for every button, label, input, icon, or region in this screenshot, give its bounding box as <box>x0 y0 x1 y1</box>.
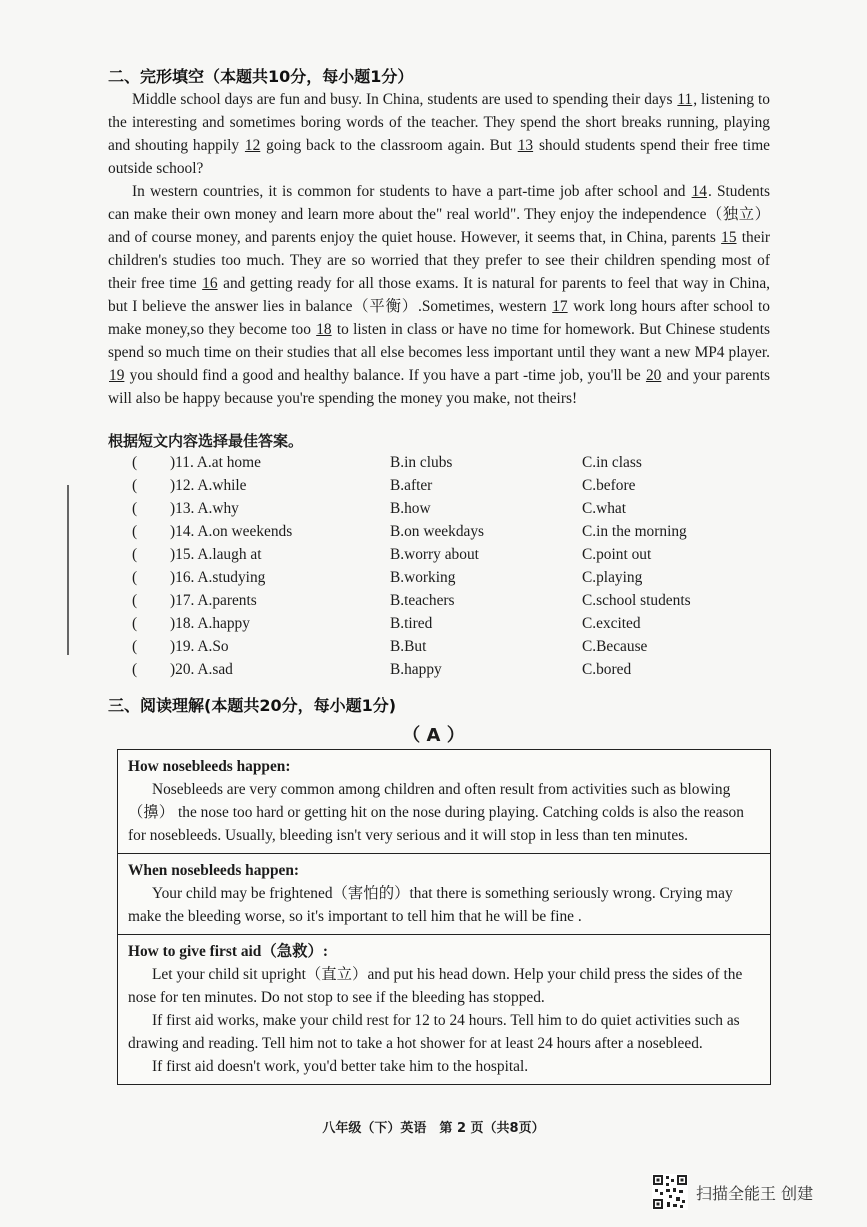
box-paragraph: Let your child sit upright（直立）and put his head down. Help your child press the sides of the nose for ten minutes. Do not stop to see if the bleeding has stopped. <box>128 966 743 1006</box>
option-row-15: ( )15. A.laugh at B.worry about C.point out <box>132 546 652 563</box>
blank-16: 16 <box>202 275 218 292</box>
box-paragraph: If first aid works, make your child rest for 12 to 24 hours. Tell him to do quiet activities such as drawing and reading. Tell him not to take a hot shower for at least 24 hours after a nosebleed. <box>128 1012 740 1052</box>
option-row-19: ( )19. A.So B.But C.Because <box>132 638 648 655</box>
blank-17: 17 <box>552 298 568 315</box>
cloze-paragraph-2: In western countries, it is common for students to have a part-time job after school and 14. Students can make their own money and learn more about the" real world". They enjoy the independence（独立）and of course money, and parents enjoy the quiet house. However, it seems that, in China, parents 15 their children's studies too much. They are so worried that they prefer to see their children spending most of their free time 16 and getting ready for all those exams. It is natural for parents to feel that way in China, but I believe the answer lies in balance（平衡）.Sometimes, western 17 work long hours after school to make money,so they become too 18 to listen in class or have no time for homework. But Chinese students spend so much time on their studies that all else becomes less important until they want a new MP4 player. 19 you should find a good and healthy balance. If you have a part -time job, you'll be 20 and your parents will also be happy because you're spending the money you make, not theirs! <box>108 183 770 407</box>
page-footer: 八年级（下）英语 第 2 页（共8页） <box>322 1121 545 1136</box>
option-row-18: ( )18. A.happy B.tired C.excited <box>132 615 641 632</box>
blank-14: 14 <box>691 183 707 200</box>
cloze-passage <box>108 88 770 410</box>
option-row-16: ( )16. A.studying B.working C.playing <box>132 569 643 586</box>
reading-passage-box <box>117 749 771 1085</box>
qr-code-icon <box>652 1174 688 1210</box>
blank-15: 15 <box>721 229 737 246</box>
option-row-13: ( )13. A.why B.how C.what <box>132 500 627 517</box>
box-heading: How to give first aid（急救）: <box>128 943 329 960</box>
box-paragraph: Nosebleeds are very common among children and often result from activities such as blowing（擤） the nose too hard or getting hit on the nose during playing. Catching colds is also the reason for nosebleeds. Usually, bleeding isn't very serious and it will stop in less than ten minutes. <box>128 781 744 844</box>
option-row-17: ( )17. A.parents B.teachers C.school students <box>132 592 691 609</box>
option-row-20: ( )20. A.sad B.happy C.bored <box>132 661 632 678</box>
box-section-first-aid <box>118 935 770 1084</box>
blank-19: 19 <box>109 367 125 384</box>
margin-mark <box>67 485 69 655</box>
cloze-paragraph-1: Middle school days are fun and busy. In China, students are used to spending their days 11, listening to the interesting and sometimes boring words of the teacher. They spend the short breaks running, playing and shouting happily 12 going back to the classroom again. But 13 should students spend their free time outside school? <box>108 91 771 177</box>
part-a-label: （ A ） <box>402 725 465 746</box>
option-row-14: ( )14. A.on weekends B.on weekdays C.in the morning <box>132 523 687 540</box>
box-heading: How nosebleeds happen: <box>128 758 291 775</box>
blank-12: 12 <box>244 137 261 154</box>
option-row-11: ( )11. A.at home B.in clubs C.in class <box>132 454 642 471</box>
scanner-watermark <box>652 1174 813 1210</box>
blank-13: 13 <box>517 137 534 154</box>
blank-18: 18 <box>316 321 332 338</box>
answer-options <box>126 454 766 684</box>
blank-11: 11 <box>677 91 693 108</box>
scanner-label: 扫描全能王 创建 <box>696 1183 814 1203</box>
option-row-12: ( )12. A.while B.after C.before <box>132 477 636 494</box>
box-heading: When nosebleeds happen: <box>128 862 300 879</box>
section-2-title: 二、完形填空（本题共10分，每小题1分） <box>108 67 414 86</box>
box-section-how-happen <box>118 750 770 854</box>
box-paragraph: Your child may be frightened（害怕的）that there is something seriously wrong. Crying may make the bleeding worse, so it's important to tell him that he will be fine . <box>128 885 733 925</box>
section-3-title: 三、阅读理解(本题共20分，每小题1分) <box>108 696 397 715</box>
box-paragraph: If first aid doesn't work, you'd better take him to the hospital. <box>152 1058 529 1075</box>
blank-20: 20 <box>645 367 662 384</box>
cloze-instruction: 根据短文内容选择最佳答案。 <box>108 432 304 450</box>
box-section-when-happen <box>118 854 770 935</box>
